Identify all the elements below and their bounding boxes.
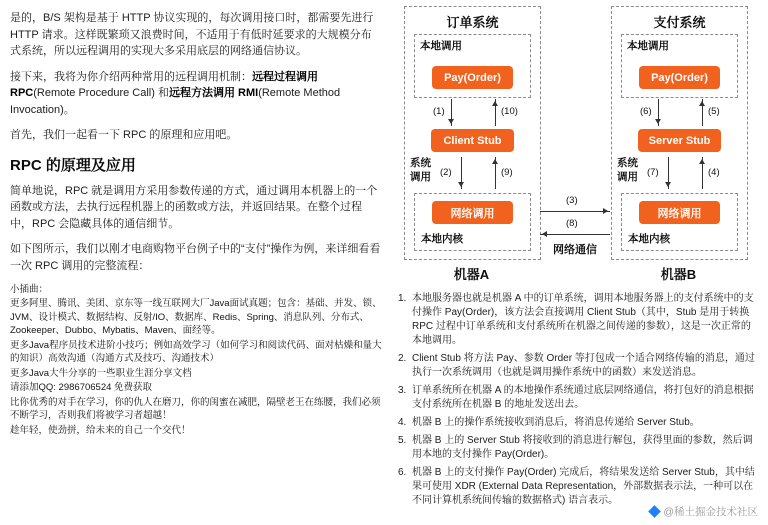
payment-system-title: 支付系统 — [653, 15, 706, 30]
rpc-diagram — [396, 4, 760, 288]
step-item — [398, 352, 758, 380]
arrow-up-icon — [495, 157, 496, 189]
local-call-label-b: 本地调用 — [627, 40, 669, 52]
step-number: 3. — [398, 385, 407, 396]
arrow-down-icon — [461, 157, 462, 189]
promo-line: 比你优秀的对手在学习，你的仇人在磨刀，你的闺蜜在减肥，隔壁老王在练腰，我们必须不断学习，否则我们将被学习者超越！ — [10, 396, 381, 422]
arrow-label-6: (6) — [640, 106, 652, 117]
figure-column — [396, 0, 768, 525]
step-item — [398, 434, 758, 462]
article-paragraph: 是的，B/S 架构是基于 HTTP 协议实现的，每次调用接口时，都需要先进行 HTTP 请求。这样既繁琐又浪费时间，不适用于有低时延要求的大规模分布式系统，所以远程调用的实现大多采用底层的网络通信协议。 — [10, 12, 374, 57]
local-call-label-a: 本地调用 — [420, 40, 462, 52]
arrow-up-icon — [702, 157, 703, 189]
machine-b-label: 机器B — [660, 267, 697, 282]
kernel-frame-b — [621, 193, 738, 251]
payment-system-box — [611, 6, 748, 260]
machine-a-label: 机器A — [453, 267, 490, 282]
promo-line: 更多Java大牛分享的一些职业生涯分享文档 — [10, 367, 192, 379]
kernel-frame-a — [414, 193, 531, 251]
step-text: 机器 B 上的 Server Stub 将接收到的消息进行解包，获得里面的参数，然后调用本地的支付操作 Pay(Order)。 — [412, 435, 753, 460]
syscall-label-a: 系统调用 — [410, 157, 431, 183]
local-call-frame-b — [621, 34, 738, 98]
order-system-box — [404, 6, 541, 260]
arrow-up-icon — [702, 99, 703, 126]
arrow-up-icon — [495, 99, 496, 126]
local-call-frame-a — [414, 34, 531, 98]
arrow-label-8: (8) — [566, 218, 578, 229]
juejin-logo-icon — [648, 505, 661, 518]
step-number: 6. — [398, 467, 407, 478]
step-text: 订单系统所在机器 A 的本地操作系统通过底层网络通信，将打包好的消息根据支付系统所在机器 B 的地址发送出去。 — [412, 385, 754, 410]
arrow-label-1: (1) — [433, 106, 445, 117]
step-item — [398, 416, 758, 430]
step-text: 机器 B 上的操作系统接收到消息后，将消息传递给 Server Stub。 — [412, 417, 700, 428]
kernel-label-a: 本地内核 — [421, 233, 463, 245]
syscall-label-b: 系统调用 — [617, 157, 638, 183]
arrow-down-icon — [658, 99, 659, 126]
promo-line: 小插曲： — [10, 284, 49, 295]
article-paragraph: 如下图所示，我们以刚才电商购物平台例子中的“支付”操作为例，来详细看看一次 RPC 调用的完整流程： — [10, 243, 381, 272]
step-number: 2. — [398, 353, 407, 364]
article-paragraph: 简单地说，RPC 就是调用方采用参数传递的方式，通过调用本机器上的一个函数或方法，去执行远程机器上的函数或方法，并返回结果。在整个过程中，RPC 会隐藏具体的通信细节。 — [10, 184, 378, 230]
text-run: (Remote Procedure Call) 和 — [33, 87, 169, 99]
step-item — [398, 292, 758, 348]
arrow-label-2: (2) — [440, 167, 452, 178]
client-stub-box: Client Stub — [431, 129, 514, 152]
text-run: (Remote Method Invocation)。 — [10, 87, 341, 116]
promo-block — [10, 283, 382, 437]
arrow-label-7: (7) — [647, 167, 659, 178]
term-rpc: 远程过程调用 RPC — [10, 70, 318, 99]
article-paragraph — [10, 69, 382, 119]
step-text: 本地服务器也就是机器 A 中的订单系统，调用本地服务器上的支付系统中的支付操作 Pay(Order)，该方法会直接调用 Client Stub（其中，Stub 是用于转换 RPC 过程中订单系统和支付系统所在机器之间传递的参数），这是一次正常的本地调用。 — [412, 293, 754, 346]
arrow-label-10: (10) — [501, 106, 518, 117]
server-stub-box: Server Stub — [638, 129, 721, 152]
arrow-label-5: (5) — [708, 106, 720, 117]
arrow-label-4: (4) — [708, 167, 720, 178]
order-system-title: 订单系统 — [446, 15, 499, 30]
network-comm-label: 网络通信 — [553, 244, 597, 256]
arrow-label-9: (9) — [501, 167, 513, 178]
step-list — [396, 292, 762, 508]
term-rmi: 远程方法调用 RMI — [168, 87, 259, 99]
section-heading: RPC 的原理及应用 — [10, 156, 136, 174]
pay-order-box-a: Pay(Order) — [432, 66, 513, 89]
network-call-box-b: 网络调用 — [639, 201, 720, 224]
promo-line: 更多Java程序员技术进阶小技巧；例如高效学习（如何学习和阅读代码、面对枯燥和量大的知识）高效沟通（沟通方式及技巧、沟通技术） — [10, 339, 382, 365]
text-run: 接下来，我将为你介绍两种常用的远程调用机制： — [10, 70, 252, 83]
pay-order-box-b: Pay(Order) — [639, 66, 720, 89]
arrow-down-icon — [668, 157, 669, 189]
step-number: 4. — [398, 417, 407, 428]
step-item — [398, 384, 758, 412]
watermark-text: @稀土掘金技术社区 — [663, 506, 758, 518]
promo-line: 请添加QQ: 2986706524 免费获取 — [10, 382, 153, 394]
kernel-label-b: 本地内核 — [628, 233, 670, 245]
promo-line: 趁年轻，使劲拼，给未来的自己一个交代！ — [10, 424, 191, 436]
step-number: 5. — [398, 435, 407, 446]
arrow-down-icon — [451, 99, 452, 126]
watermark — [650, 504, 758, 519]
article-paragraph: 首先，我们一起看一下 RPC 的原理和应用吧。 — [10, 129, 238, 141]
network-call-box-a: 网络调用 — [432, 201, 513, 224]
arrow-right-icon — [540, 211, 610, 216]
step-text: 机器 B 上的支付操作 Pay(Order) 完成后，将结果发送给 Server Stub，其中结果可使用 XDR (External Data Representation，外部数据表示法，一种可以在不同计算机系统间传输的数据格式) 语言表示。 — [412, 467, 755, 506]
step-text: Client Stub 将方法 Pay、参数 Order 等打包成一个适合网络传输的消息，通过执行一次系统调用（也就是调用操作系统中的函数）来发送消息。 — [412, 353, 755, 378]
step-number: 1. — [398, 293, 407, 304]
arrow-label-3: (3) — [566, 195, 578, 206]
step-item — [398, 466, 758, 508]
promo-line: 更多阿里、腾讯、美团、京东等一线互联网大厂Java面试真题；包含：基础、并发、锁、JVM、设计模式、数据结构、反射/IO、数据库、Redis、Spring、消息队列、分布式、Zookeeper、Dubbo、Mybatis、Maven、面经等。 — [10, 298, 382, 337]
